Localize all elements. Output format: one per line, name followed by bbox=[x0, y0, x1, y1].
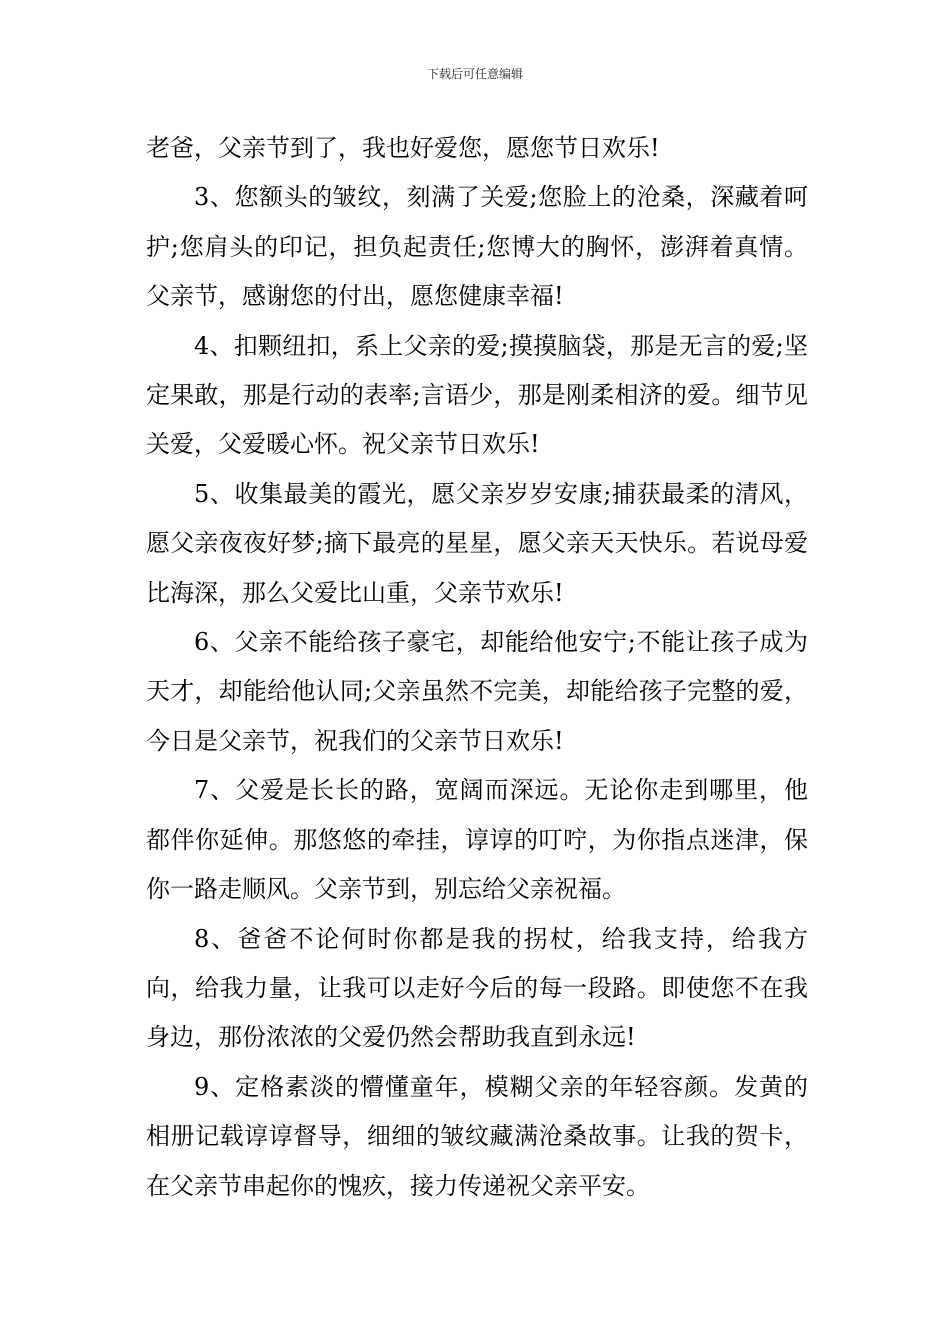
page-header: 下载后可任意编辑 bbox=[426, 67, 523, 81]
paragraph: 老爸，父亲节到了，我也好爱您，愿您节日欢乐! bbox=[146, 134, 660, 162]
paragraph: 7、父爱是长长的路，宽阔而深远。无论你走到哪里，他都伴你延伸。那悠悠的牵挂，谆谆的叮咛，为你指点迷津，保你一路走顺风。父亲节到，别忘给父亲祝福。 bbox=[146, 776, 808, 904]
document-body bbox=[146, 124, 808, 1211]
paragraph: 4、扣颗纽扣，系上父亲的爱;摸摸脑袋，那是无言的爱;坚定果敢，那是行动的表率;言语少，那是刚柔相济的爱。细节见关爱，父爱暖心怀。祝父亲节日欢乐! bbox=[146, 331, 808, 459]
paragraph: 8、爸爸不论何时你都是我的拐杖，给我支持，给我方向，给我力量，让我可以走好今后的每一段路。即使您不在我身边，那份浓浓的父爱仍然会帮助我直到永远! bbox=[146, 924, 808, 1052]
paragraph: 3、您额头的皱纹，刻满了关爱;您脸上的沧桑，深藏着呵护;您肩头的印记，担负起责任;您博大的胸怀，澎湃着真情。父亲节，感谢您的付出，愿您健康幸福! bbox=[146, 183, 808, 311]
paragraph: 9、定格素淡的懵懂童年，模糊父亲的年轻容颜。发黄的相册记载谆谆督导，细细的皱纹藏满沧桑故事。让我的贺卡，在父亲节串起你的愧疚，接力传递祝父亲平安。 bbox=[146, 1072, 808, 1200]
paragraph: 5、收集最美的霞光，愿父亲岁岁安康;捕获最柔的清风，愿父亲夜夜好梦;摘下最亮的星星，愿父亲天天快乐。若说母爱比海深，那么父爱比山重，父亲节欢乐! bbox=[146, 479, 808, 607]
paragraph: 6、父亲不能给孩子豪宅，却能给他安宁;不能让孩子成为天才，却能给他认同;父亲虽然不完美，却能给孩子完整的爱，今日是父亲节，祝我们的父亲节日欢乐! bbox=[146, 628, 808, 755]
